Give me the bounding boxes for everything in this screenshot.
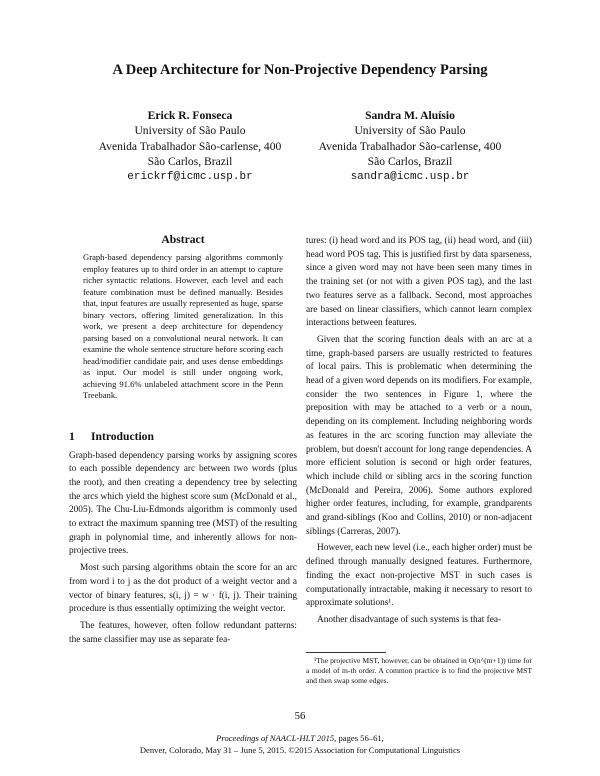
body-paragraph: tures: (i) head word and its POS tag, (ii) head word, and (iii) head word POS tag. This is justified first by data sparseness, since a given word may not have been seen many times in the training set (or not with a given POS tag), and the last two features serve as a fallback. Second, most approaches are based on linear classifiers, which cannot learn complex interactions between features.: [306, 236, 532, 329]
proceedings-location: Denver, Colorado, May 31 – June 5, 2015. ©2015 Association for Computational Linguistics: [139, 744, 461, 755]
abstract-text: Graph-based dependency parsing algorithms commonly employ features up to third order in an attempt to capture richer syntactic relations. However, each level and each feature combination must be defined manually. Besides that, input features are usually represented as huge, sparse binary vectors, offering limited generalization. In this work, we present a deep architecture for dependency parsing based on a convolutional neural network. It can examine the whole sentence structure before scoring each head/modifier candidate pair, and uses dense embeddings as input. Our model is still under ongoing work, achieving 91.6% unlabeled attachment score in the Penn Treebank.: [83, 252, 283, 400]
author-email[interactable]: erickrf@icmc.usp.br: [127, 170, 253, 183]
author-address: Avenida Trabalhador São-carlense, 400: [318, 139, 502, 153]
body-paragraph: The features, however, often follow redundant patterns: the same classifier may use as separate fea-: [69, 620, 297, 645]
footnote-divider: [306, 652, 386, 653]
proceedings-footer: [0, 733, 600, 757]
author-email[interactable]: sandra@icmc.usp.br: [350, 170, 470, 183]
footnote: ¹The projective MST, however, can be obtained in O(n^(m+1)) time for a model of m-th order. A common practice is to find the projective MST and then swap some edges.: [306, 656, 532, 686]
author-address: Avenida Trabalhador São-carlense, 400: [98, 139, 282, 153]
body-paragraph: Most such parsing algorithms obtain the score for an arc from word i to j as the dot product of a weight vector and a vector of binary features, s(i, j) = w · f(i, j). Their training procedure is thus essentially optimizing the weight vector.: [69, 563, 297, 615]
section-heading-introduction: [69, 430, 297, 443]
body-paragraph: Given that the scoring function deals with an arc at a time, graph-based parsers are usually restricted to features of local pairs. This is problematic when determining the head of a given word depends on its modifiers. For example, consider the two sentences in Figure 1, where the preposition with may be attached to a verb or a noun, depending on its complement. Including neighboring words as features in the arc scoring function may alleviate the problem, but doesn't account for long range dependencies. A more efficient solution is second or high order features, which include child or sibling arcs in the scoring function (McDonald and Pereira, 2006). Some authors explored higher order features, including, for example, grandparents and grand-siblings (Koo and Collins, 2010) or non-adjacent siblings (Carreras, 2007).: [306, 334, 532, 537]
left-column: [69, 233, 297, 647]
paper-title: A Deep Architecture for Non-Projective Dependency Parsing: [112, 62, 488, 78]
proceedings-venue: Proceedings of NAACL-HLT 2015: [216, 733, 335, 743]
proceedings-pages: , pages 56–61,: [334, 733, 384, 743]
author-name: Erick R. Fonseca: [147, 109, 233, 122]
body-paragraph: Another disadvantage of such systems is that fea-: [317, 614, 502, 625]
section-number: 1: [69, 429, 75, 443]
author-city: São Carlos, Brazil: [367, 155, 453, 169]
section-title: Introduction: [91, 429, 154, 443]
body-paragraph: Graph-based dependency parsing works by assigning scores to each possible dependency arc between two words (plus the root), and then creating a dependency tree by selecting the arcs which yield the highest score sum (McDonald et al., 2005). The Chu-Liu-Edmonds algorithm is commonly used to extract the maximum spanning tree (MST) of the resulting graph in polynomial time, and inherently allows for non-projective trees.: [69, 450, 297, 557]
author-city: São Carlos, Brazil: [147, 155, 233, 169]
author-affiliation: University of São Paulo: [134, 124, 246, 138]
body-paragraph: However, each new level (i.e., each higher order) must be defined through manually designed features. Furthermore, finding the exact non-projective MST in such cases is computationally intractable, making it necessary to resort to approximate solutions¹.: [306, 543, 532, 609]
author-name: Sandra M. Aluísio: [365, 109, 455, 122]
right-column: [306, 235, 532, 628]
page-number: 56: [294, 710, 306, 722]
abstract-heading: Abstract: [161, 233, 205, 246]
author-affiliation: University of São Paulo: [354, 124, 466, 138]
author-block-2: [260, 108, 560, 185]
